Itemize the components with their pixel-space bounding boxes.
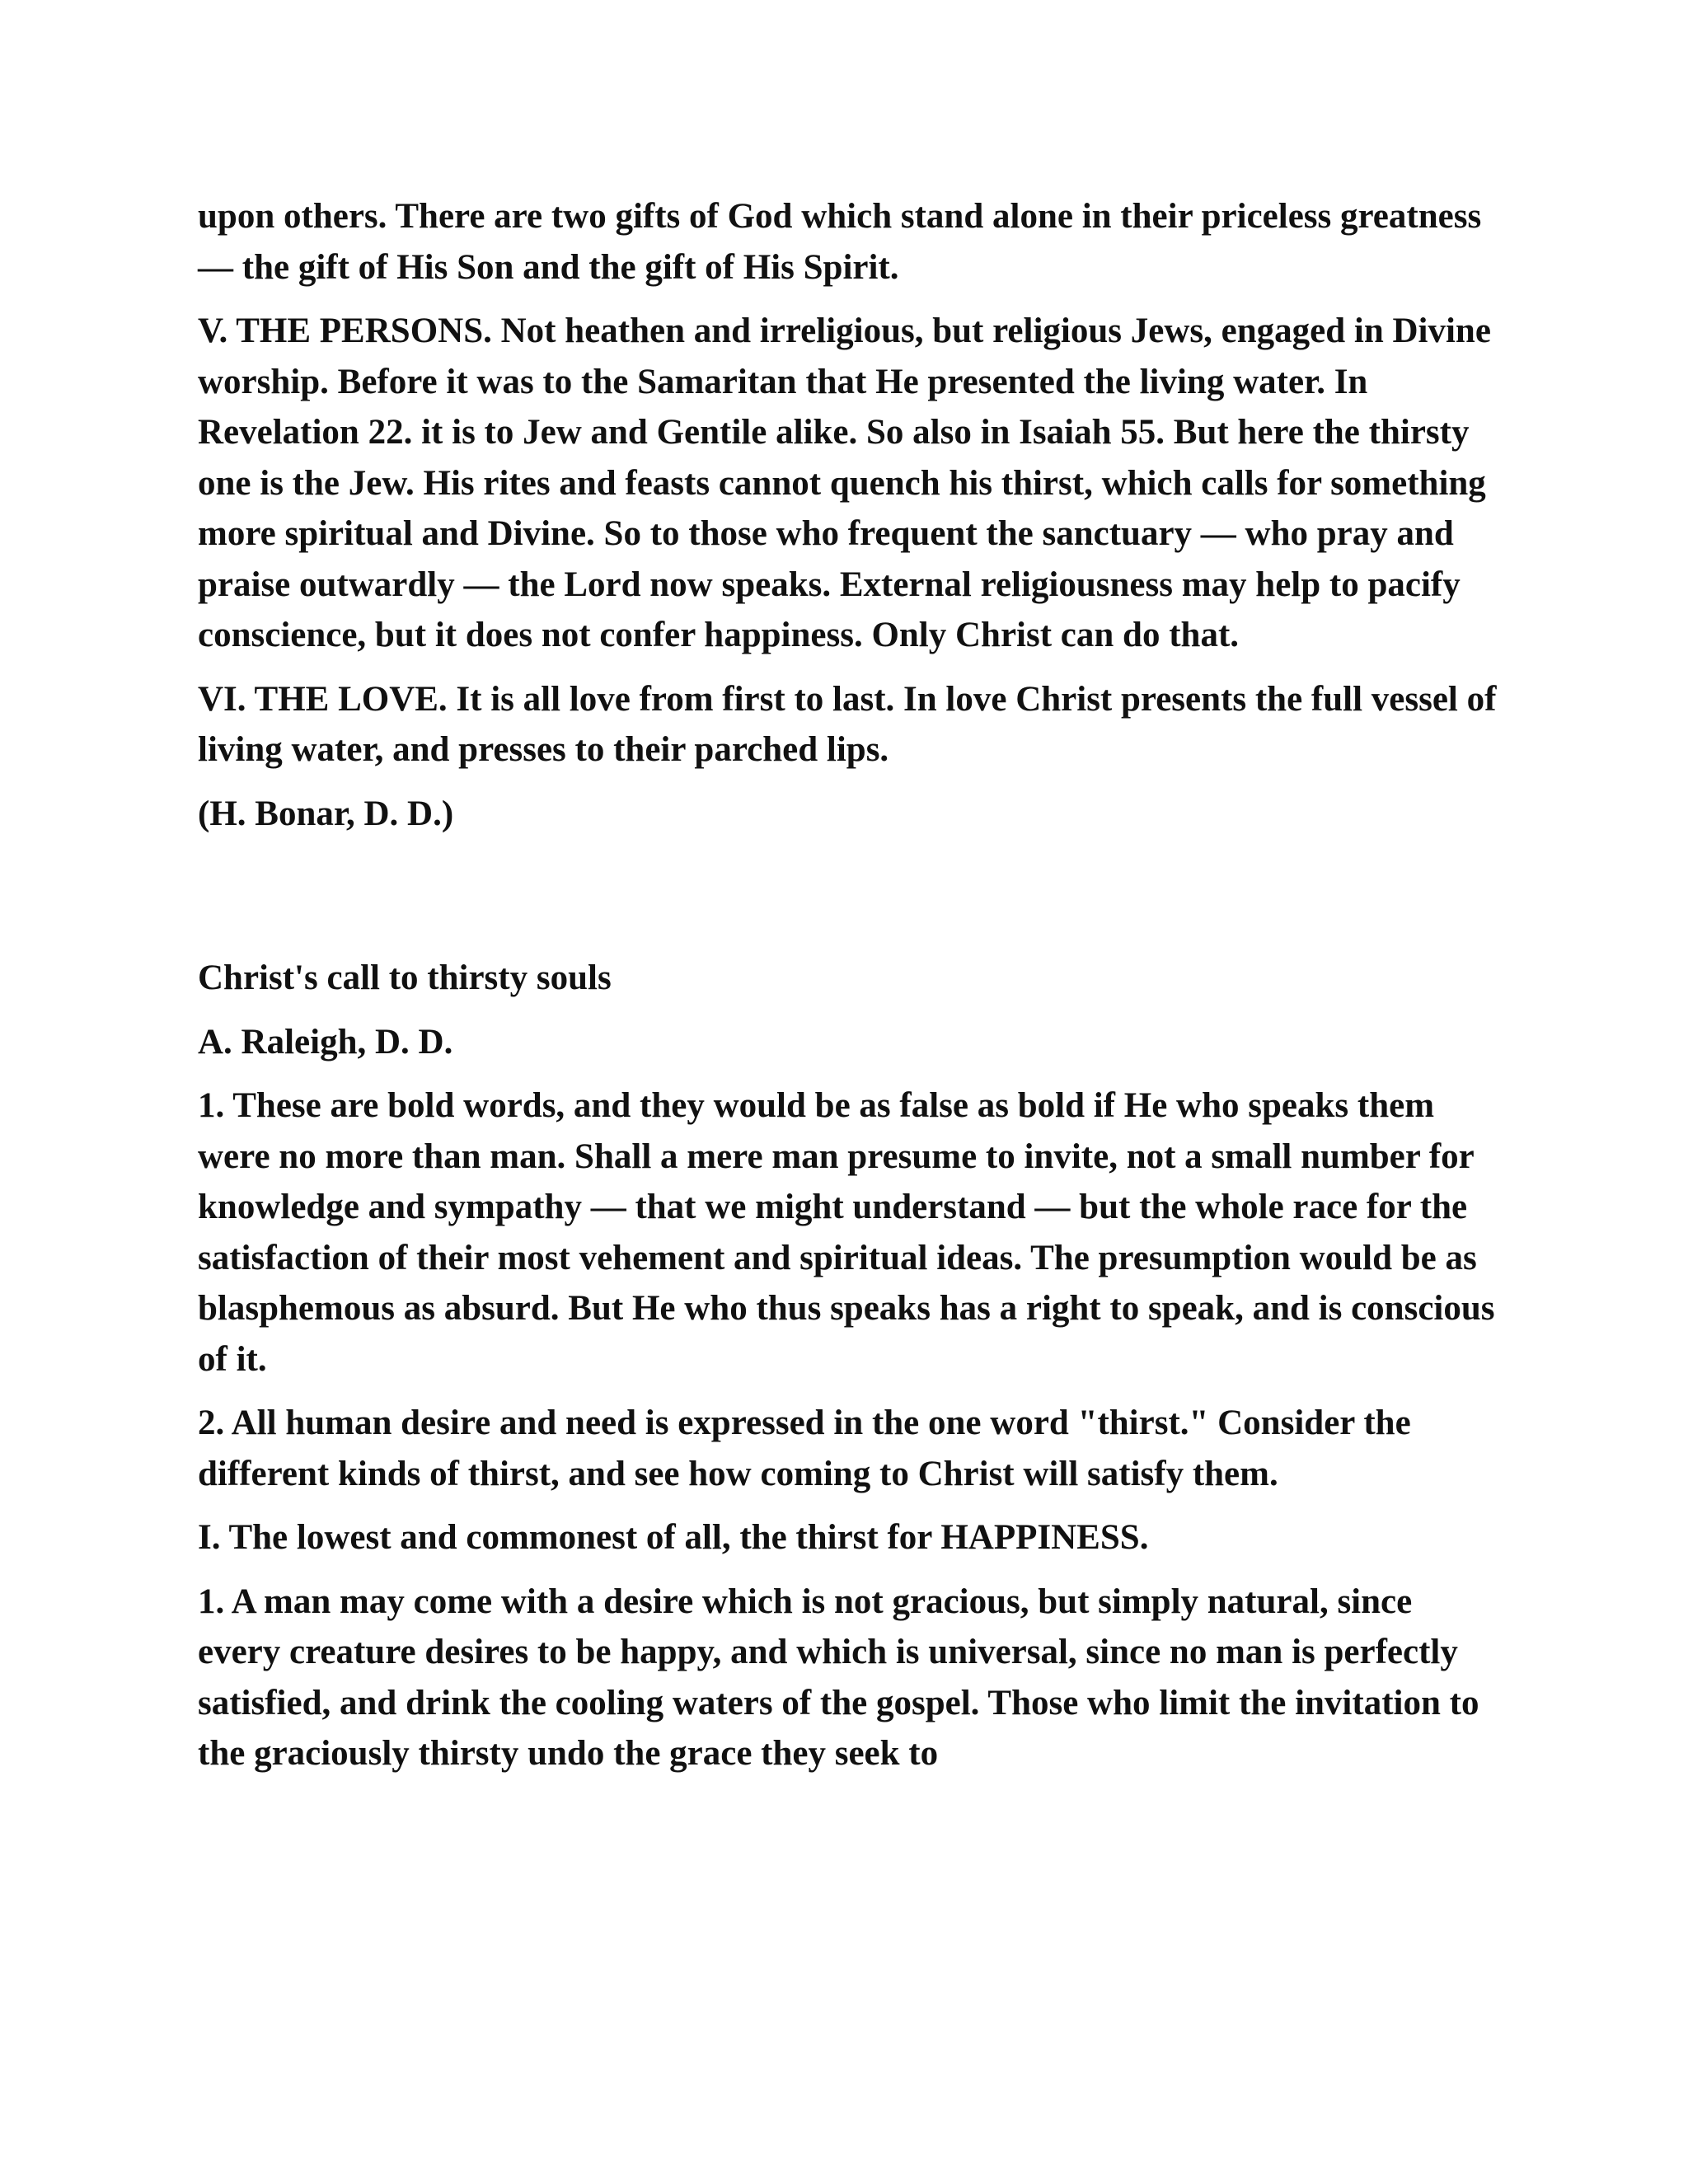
paragraph-heading-happiness: I. The lowest and commonest of all, the thirst for HAPPINESS. xyxy=(198,1518,1149,1557)
paragraph-continuation: upon others. There are two gifts of God which stand alone in their priceless greatness — the gift of His Son and the gift of His Spirit. xyxy=(198,197,1482,287)
section-heading: Christ's call to thirsty souls xyxy=(198,958,612,997)
section-author: A. Raleigh, D. D. xyxy=(198,1022,453,1062)
paragraph-the-love: VI. THE LOVE. It is all love from first to last. In love Christ presents the full vessel of living water, and presses to their parched lips. xyxy=(198,679,1497,769)
section-spacer xyxy=(198,852,1500,953)
paragraph-point-1: 1. These are bold words, and they would be as false as bold if He who speaks them were no more than man. Shall a mere man presume to invite, not a small number for knowledge and sympathy — that we might understand — but the whole race for the satisfaction of their most vehement and spiritual ideas. The presumption would be as blasphemous as absurd. But He who thus speaks has a right to speak, and is conscious of it. xyxy=(198,1086,1495,1379)
paragraph-the-persons: V. THE PERSONS. Not heathen and irreligious, but religious Jews, engaged in Divine worship. Before it was to the Samaritan that He presented the living water. In Revelation 22. it is to Jew and Gentile alike. So also in Isaiah 55. But here the thirsty one is the Jew. His rites and feasts cannot quench his thirst, which calls for something more spiritual and Divine. So to those who frequent the sanctuary — who pray and praise outwardly — the Lord now speaks. External religiousness may help to pacify conscience, but it does not confer happiness. Only Christ can do that. xyxy=(198,312,1491,654)
attribution-bonar: (H. Bonar, D. D.) xyxy=(198,794,454,833)
document-page xyxy=(198,191,1500,1793)
paragraph-happiness-1: 1. A man may come with a desire which is not gracious, but simply natural, since every creature desires to be happy, and which is universal, since no man is perfectly satisfied, and drink the cooling waters of the gospel. Those who limit the invitation to the graciously thirsty undo the grace they seek to xyxy=(198,1582,1479,1773)
paragraph-point-2: 2. All human desire and need is expressed in the one word "thirst." Consider the different kinds of thirst, and see how coming to Christ will satisfy them. xyxy=(198,1404,1411,1493)
